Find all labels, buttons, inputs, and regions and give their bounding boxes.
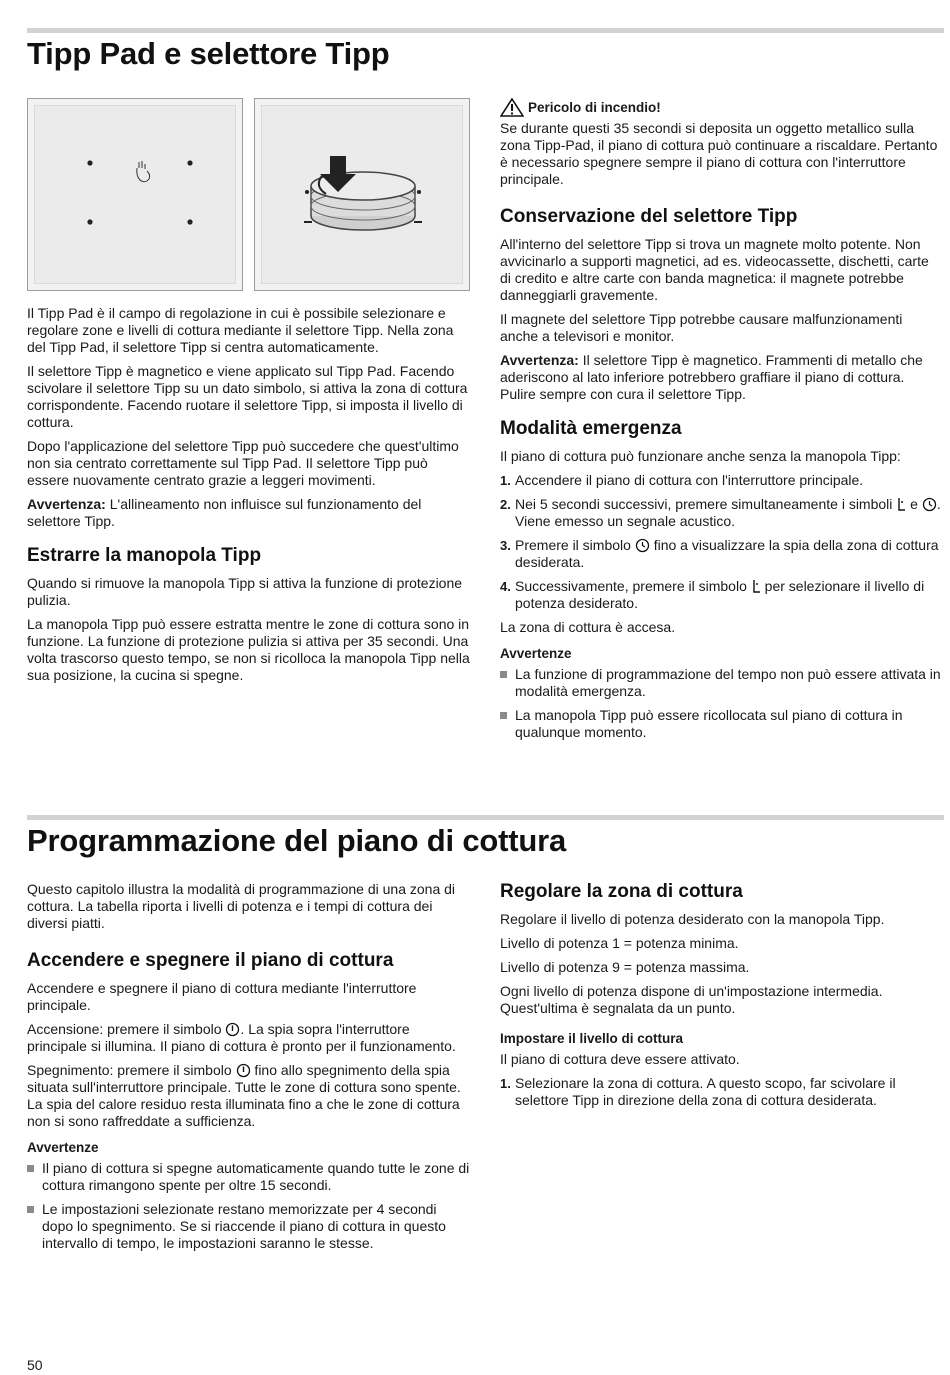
bullet-square-icon: [27, 1206, 34, 1213]
paragraph: Il magnete del selettore Tipp potrebbe causare malfunzionamenti anche a televisori e monitor.: [500, 311, 903, 344]
timer-icon: [635, 538, 650, 553]
paragraph: [27, 1021, 470, 1055]
warning-triangle-icon: [500, 98, 524, 117]
paragraph: La manopola Tipp può essere estratta mentre le zone di cottura sono in funzione. La funzione di protezione pulizia si attiva per 35 secondi. Una volta trascorso questo tempo, se non si ricolloca la manopola Tipp nella sua posizione, la cucina si spegne.: [27, 616, 470, 683]
note-text: Le impostazioni selezionate restano memorizzate per 4 secondi dopo lo spegnimento. Se si riaccende il piano di cottura in questo intervallo di tempo, le impostazioni saranno le stesse.: [42, 1201, 446, 1251]
note-text: Il piano di cottura si spegne automaticamente quando tutte le zone di cottura rimangono spente per oltre 15 secondi.: [42, 1160, 470, 1193]
heading-avvertenze: Avvertenze: [500, 646, 572, 661]
warning-title-text: Pericolo di incendio!: [528, 100, 661, 115]
tipp-pad-dots-icon: [35, 106, 237, 285]
note-paragraph: [500, 352, 943, 403]
page-number: 50: [27, 1357, 43, 1373]
bullet-square-icon: [500, 712, 507, 719]
section-rule-middle: [27, 815, 944, 820]
list-item: [27, 1160, 470, 1194]
paragraph: La zona di cottura è accesa.: [500, 619, 676, 635]
note-text: La funzione di programmazione del tempo non può essere attivata in modalità emergenza.: [515, 666, 941, 699]
note-label: Avvertenza:: [500, 352, 579, 368]
paragraph: Regolare il livello di potenza desiderato con la manopola Tipp.: [500, 911, 885, 927]
list-item: [500, 666, 943, 700]
step-text: . Viene emesso un segnale acustico.: [515, 496, 941, 529]
notes-list: [500, 666, 943, 741]
heading-estrarre: Estrarre la manopola Tipp: [27, 545, 262, 566]
bullet-square-icon: [27, 1165, 34, 1172]
paragraph: Dopo l'applicazione del selettore Tipp può succedere che quest'ultimo non sia centrato correttamente sul Tipp Pad. Il selettore Tipp può essere nuovamente centrato grazie a leggeri movimenti.: [27, 438, 459, 488]
bullet-square-icon: [500, 671, 507, 678]
paragraph: Il Tipp Pad è il campo di regolazione in cui è possibile selezionare e regolare zone e livelli di cottura mediante il selettore Tipp. Nella zona del Tipp Pad, il selettore Tipp si centra automaticamente.: [27, 305, 454, 355]
text: . La spia sopra l'interruttore principale si illumina. Il piano di cottura è pronto per il funzionamento.: [27, 1021, 456, 1054]
step-text: Premere il simbolo: [515, 537, 635, 553]
list-item: [500, 472, 943, 489]
heading-emergenza: Modalità emergenza: [500, 418, 682, 439]
tipp-selector-illustration: [254, 98, 470, 291]
main-switch-icon: [236, 1063, 251, 1078]
section1-left-column: [27, 305, 470, 691]
paragraph: Quando si rimuove la manopola Tipp si attiva la funzione di protezione pulizia.: [27, 575, 463, 608]
heading-regolare: Regolare la zona di cottura: [500, 881, 743, 902]
paragraph: Il selettore Tipp è magnetico e viene applicato sul Tipp Pad. Facendo scivolare il selettore Tipp su un dato simbolo, si attiva la zona di cottura corrispondente. Facendo ruotare il selettore Tipp, si imposta il livello di cottura.: [27, 363, 468, 430]
impostare-steps: [500, 1075, 943, 1109]
note-text: Il selettore Tipp è magnetico. Frammenti di metallo che aderiscono al lato inferiore potrebbero graffiare il piano di cottura. Pulire sempre con cura il selettore Tipp.: [500, 352, 923, 402]
list-item: [500, 707, 943, 741]
note-text: La manopola Tipp può essere ricollocata sul piano di cottura in qualunque momento.: [515, 707, 903, 740]
text: Spegnimento: premere il simbolo: [27, 1062, 236, 1078]
note-label: Avvertenza:: [27, 496, 106, 512]
paragraph: Livello di potenza 9 = potenza massima.: [500, 959, 750, 975]
note-text: L'allineamento non influisce sul funzionamento del selettore Tipp.: [27, 496, 422, 529]
paragraph: Ogni livello di potenza dispone di un'impostazione intermedia. Quest'ultima è segnalata da un punto.: [500, 983, 883, 1016]
step-text: Selezionare la zona di cottura. A questo scopo, far scivolare il selettore Tipp in direzione della zona di cottura desiderata.: [515, 1075, 896, 1108]
paragraph: Il piano di cottura deve essere attivato.: [500, 1051, 740, 1067]
step-number: 4.: [500, 579, 511, 594]
heading-impostare: Impostare il livello di cottura: [500, 1031, 684, 1046]
list-item: [27, 1201, 470, 1252]
heading-accendere: Accendere e spegnere il piano di cottura: [27, 950, 394, 971]
paragraph: Questo capitolo illustra la modalità di programmazione di una zona di cottura. La tabella riporta i livelli di potenza e i tempi di cottura dei diversi piatti.: [27, 881, 456, 931]
text: fino allo spegnimento della spia situata sull'interruttore principale. Tutte le zone di cottura sono spente. La spia del calore residuo resta illuminata fino a che le zone di cottura non si sono raffreddate a sufficienza.: [27, 1062, 461, 1129]
section1-right-column: [500, 98, 943, 748]
list-item: [500, 496, 943, 530]
heading-conservazione: Conservazione del selettore Tipp: [500, 206, 798, 227]
list-item: [500, 1075, 943, 1109]
note-paragraph: [27, 496, 470, 530]
step-text: Nei 5 secondi successivi, premere simultaneamente i simboli: [515, 496, 897, 512]
step-number: 1.: [500, 473, 511, 488]
emergency-steps: [500, 472, 943, 612]
list-item: [500, 537, 943, 571]
tipp-pad-illustration: [27, 98, 243, 291]
paragraph: Livello di potenza 1 = potenza minima.: [500, 935, 739, 951]
notes-list: [27, 1160, 470, 1252]
section-rule-top: [27, 28, 944, 33]
timer-icon: [922, 497, 937, 512]
paragraph: All'interno del selettore Tipp si trova un magnete molto potente. Non avvicinarlo a supporti magnetici, ad es. videocassette, dischetti, carte di credito e altre carte con banda magnetica: il magnete potrebbe danneggiarli gravemente.: [500, 236, 929, 303]
step-text: fino a visualizzare la spia della zona di cottura desiderata.: [515, 537, 939, 570]
section-title: Programmazione del piano di cottura: [27, 823, 567, 858]
power-level-icon: [896, 497, 906, 512]
step-text: Successivamente, premere il simbolo: [515, 578, 751, 594]
section2-right-column: [500, 866, 943, 1116]
section2-left-column: [27, 881, 470, 1259]
paragraph: Il piano di cottura può funzionare anche senza la manopola Tipp:: [500, 448, 901, 464]
power-level-icon: [751, 579, 761, 594]
step-text: e: [906, 496, 922, 512]
step-text: per selezionare il livello di potenza desiderato.: [515, 578, 925, 611]
step-number: 3.: [500, 538, 511, 553]
heading-avvertenze: Avvertenze: [27, 1140, 99, 1155]
paragraph: Accendere e spegnere il piano di cottura mediante l'interruttore principale.: [27, 980, 417, 1013]
page-title: Tipp Pad e selettore Tipp: [27, 36, 390, 71]
list-item: [500, 578, 943, 612]
warning-title: [500, 98, 943, 117]
step-text: Accendere il piano di cottura con l'interruttore principale.: [515, 472, 864, 488]
tipp-knob-icon: [262, 106, 464, 285]
step-number: 2.: [500, 497, 511, 512]
step-number: 1.: [500, 1076, 511, 1091]
warning-text: Se durante questi 35 secondi si deposita un oggetto metallico sulla zona Tipp-Pad, il piano di cottura può continuare a riscaldare. Pertanto è necessario spegnere sempre il piano di cottura con l'interruttore principale.: [500, 120, 938, 187]
main-switch-icon: [225, 1022, 240, 1037]
text: Accensione: premere il simbolo: [27, 1021, 226, 1037]
paragraph: [27, 1062, 470, 1130]
